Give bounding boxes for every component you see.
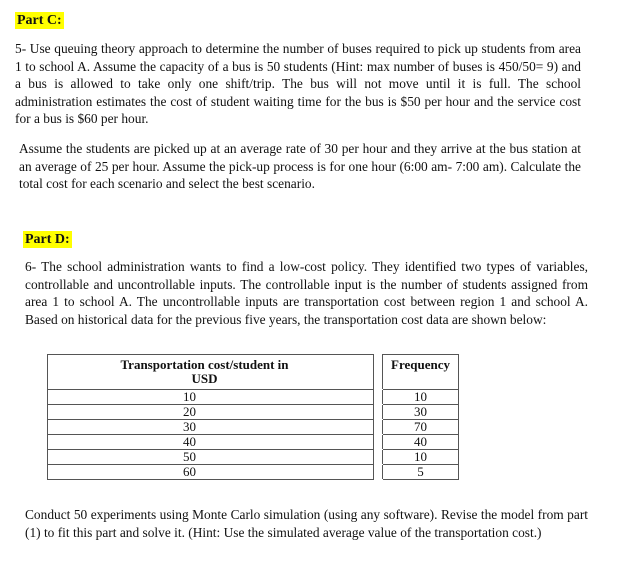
table-row — [48, 390, 459, 405]
cost-cell: 10 — [48, 390, 374, 405]
transportation-cost-table — [47, 354, 459, 480]
table-row — [48, 450, 459, 465]
table-row — [48, 465, 459, 480]
frequency-cell: 10 — [383, 450, 459, 465]
column-gap — [374, 355, 383, 390]
table-row — [48, 405, 459, 420]
question-6-paragraph: 6- The school administration wants to find a low-cost policy. They identified two types of variables, controllable and uncontrollable inputs. The controllable input is the number of students assigned from area 1 to school A. The uncontrollable inputs are transportation cost between region 1 and school A. Based on historical data for the previous five years, the transportation cost data are shown below: — [25, 259, 588, 327]
cost-cell: 60 — [48, 465, 374, 480]
instruction-paragraph: Conduct 50 experiments using Monte Carlo simulation (using any software). Revise the model from part (1) to fit this part and solve it. (Hint: Use the simulated average value of the transportation cost.) — [25, 507, 588, 540]
cost-cell: 50 — [48, 450, 374, 465]
question-5-paragraph: 5- Use queuing theory approach to determine the number of buses required to pick up students from area 1 to school A. Assume the capacity of a bus is 50 students (Hint: max number of buses is 450/50= 9) and a bus is allowed to take only one shift/trip. The bus will not move until it is full. The school administration estimates the cost of student waiting time for the bus is $50 per hour and the service cost for a bus is $60 per hour. — [15, 41, 581, 126]
cost-cell: 30 — [48, 420, 374, 435]
frequency-cell: 40 — [383, 435, 459, 450]
cost-cell: 20 — [48, 405, 374, 420]
frequency-cell: 5 — [383, 465, 459, 480]
table-body — [48, 390, 459, 480]
assumption-paragraph: Assume the students are picked up at an average rate of 30 per hour and they arrive at the bus station at an average of 25 per hour. Assume the pick-up process is for one hour (6:00 am- 7:00 am). Calculate the total cost for each scenario and select the best scenario. — [19, 141, 581, 191]
table-header-row — [48, 355, 459, 390]
frequency-cell: 10 — [383, 390, 459, 405]
frequency-column-header: Frequency — [383, 355, 459, 390]
frequency-cell: 70 — [383, 420, 459, 435]
table-row — [48, 435, 459, 450]
part-d-heading: Part D: — [25, 232, 70, 247]
cost-column-header — [48, 355, 374, 390]
cost-header-label: Transportation cost/student in USD — [120, 357, 289, 386]
cost-cell: 40 — [48, 435, 374, 450]
frequency-cell: 30 — [383, 405, 459, 420]
table-row — [48, 420, 459, 435]
part-c-heading: Part C: — [17, 13, 62, 28]
